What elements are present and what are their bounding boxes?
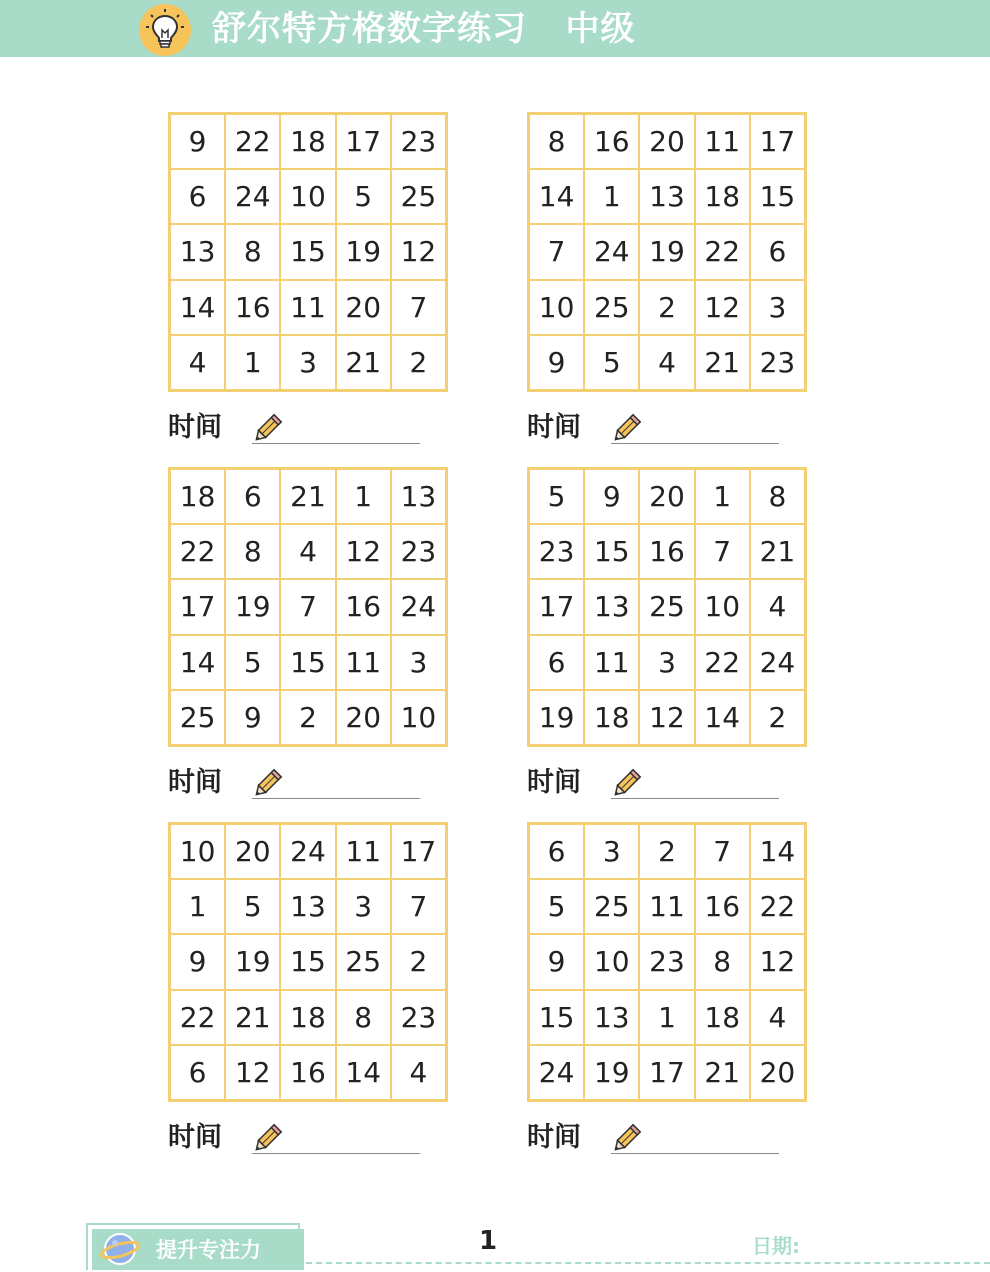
- grid-cell: 12: [639, 690, 694, 745]
- grid-cell: 20: [750, 1045, 805, 1100]
- grid-cell: 17: [336, 114, 391, 169]
- grid-cell: 18: [280, 114, 335, 169]
- grid-cell: 20: [639, 469, 694, 524]
- grid-cell: 23: [391, 990, 446, 1045]
- time-label: 时间: [168, 1122, 222, 1153]
- grid-cell: 7: [391, 280, 446, 335]
- grid-cell: 19: [225, 579, 280, 634]
- grid-cell: 9: [584, 469, 639, 524]
- grid-cell: 14: [695, 690, 750, 745]
- grid-cell: 12: [336, 524, 391, 579]
- grid-cell: 20: [336, 280, 391, 335]
- time-row: [168, 1120, 428, 1156]
- grid-cell: 11: [336, 635, 391, 690]
- grid-cell: 13: [639, 169, 694, 224]
- grid-cell: 23: [391, 524, 446, 579]
- grid-cell: 18: [584, 690, 639, 745]
- schulte-grid: [527, 112, 807, 392]
- grid-cell: 25: [170, 690, 225, 745]
- time-label: 时间: [527, 412, 581, 443]
- grid-cell: 8: [529, 114, 584, 169]
- grid-cell: 4: [639, 335, 694, 390]
- schulte-grid: [527, 822, 807, 1102]
- grid-cell: 20: [336, 690, 391, 745]
- grid-cell: 23: [391, 114, 446, 169]
- grid-cell: 18: [170, 469, 225, 524]
- grid-cell: 21: [695, 1045, 750, 1100]
- grid-cell: 10: [695, 579, 750, 634]
- grid-cell: 3: [336, 879, 391, 934]
- grid-cell: 4: [170, 335, 225, 390]
- page-number: 1: [478, 1226, 498, 1256]
- grid-cell: 22: [695, 224, 750, 279]
- grid-cell: 17: [391, 824, 446, 879]
- grid-cell: 19: [584, 1045, 639, 1100]
- pencil-icon: [609, 767, 643, 805]
- grid-cell: 24: [750, 635, 805, 690]
- grid-cell: 12: [391, 224, 446, 279]
- time-label: 时间: [168, 412, 222, 443]
- grid-cell: 2: [391, 335, 446, 390]
- grid-cell: 25: [584, 879, 639, 934]
- grid-cell: 8: [695, 934, 750, 989]
- grid-cell: 4: [750, 990, 805, 1045]
- grid-cell: 1: [170, 879, 225, 934]
- grid-cell: 24: [529, 1045, 584, 1100]
- pencil-icon: [250, 1122, 284, 1160]
- grid-cell: 6: [225, 469, 280, 524]
- grid-cell: 2: [639, 824, 694, 879]
- grid-cell: 19: [639, 224, 694, 279]
- grid-cell: 17: [170, 579, 225, 634]
- pencil-icon: [250, 412, 284, 450]
- grid-cell: 15: [280, 635, 335, 690]
- page-header: [0, 0, 990, 57]
- page-title: [212, 6, 636, 52]
- grid-cell: 14: [336, 1045, 391, 1100]
- grid-cell: 9: [225, 690, 280, 745]
- grid-cell: 22: [170, 524, 225, 579]
- grid-cell: 15: [584, 524, 639, 579]
- grid-cell: 22: [695, 635, 750, 690]
- grid-cell: 10: [529, 280, 584, 335]
- grid-cell: 11: [336, 824, 391, 879]
- grid-cell: 10: [391, 690, 446, 745]
- grid-cell: 8: [225, 224, 280, 279]
- grid-cell: 24: [225, 169, 280, 224]
- grid-cell: 14: [529, 169, 584, 224]
- grid-cell: 1: [225, 335, 280, 390]
- grid-cell: 9: [170, 114, 225, 169]
- time-input-line[interactable]: [252, 443, 420, 444]
- grid-cell: 5: [529, 469, 584, 524]
- grid-cell: 1: [639, 990, 694, 1045]
- time-input-line[interactable]: [611, 1153, 779, 1154]
- grid-cell: 25: [336, 934, 391, 989]
- grid-cell: 9: [170, 934, 225, 989]
- grid-cell: 22: [225, 114, 280, 169]
- grid-cell: 25: [639, 579, 694, 634]
- grid-cell: 13: [391, 469, 446, 524]
- grid-cell: 24: [280, 824, 335, 879]
- grid-cell: 21: [336, 335, 391, 390]
- grid-cell: 1: [584, 169, 639, 224]
- grid-cell: 5: [336, 169, 391, 224]
- grid-cell: 4: [391, 1045, 446, 1100]
- grid-cell: 3: [639, 635, 694, 690]
- grid-cell: 3: [280, 335, 335, 390]
- grid-cell: 19: [336, 224, 391, 279]
- grid-cell: 17: [639, 1045, 694, 1100]
- grid-cell: 7: [695, 524, 750, 579]
- date-label: 日期:: [752, 1234, 800, 1258]
- grid-cell: 12: [750, 934, 805, 989]
- schulte-grid: [168, 822, 448, 1102]
- grid-cell: 21: [750, 524, 805, 579]
- grid-cell: 2: [280, 690, 335, 745]
- grid-cell: 6: [529, 635, 584, 690]
- grid-cell: 22: [170, 990, 225, 1045]
- grid-cell: 14: [170, 635, 225, 690]
- grid-cell: 7: [391, 879, 446, 934]
- grid-cell: 18: [695, 169, 750, 224]
- time-label: 时间: [527, 767, 581, 798]
- lightbulb-icon: [139, 4, 191, 56]
- grid-cell: 20: [639, 114, 694, 169]
- time-row: [527, 1120, 787, 1156]
- grid-cell: 10: [280, 169, 335, 224]
- grid-cell: 9: [529, 934, 584, 989]
- grid-cell: 12: [225, 1045, 280, 1100]
- time-row: [168, 765, 428, 801]
- grid-cell: 16: [280, 1045, 335, 1100]
- grid-cell: 15: [750, 169, 805, 224]
- grid-cell: 14: [170, 280, 225, 335]
- grid-cell: 11: [639, 879, 694, 934]
- grid-cell: 23: [639, 934, 694, 989]
- grid-cell: 11: [695, 114, 750, 169]
- grid-cell: 16: [225, 280, 280, 335]
- grid-cell: 8: [225, 524, 280, 579]
- grid-cell: 2: [639, 280, 694, 335]
- grid-cell: 1: [695, 469, 750, 524]
- grid-cell: 13: [584, 990, 639, 1045]
- time-label: 时间: [527, 1122, 581, 1153]
- grid-cell: 9: [529, 335, 584, 390]
- planet-icon: [100, 1230, 140, 1272]
- time-input-line[interactable]: [252, 1153, 420, 1154]
- schulte-grid: [527, 467, 807, 747]
- level-text: 中级: [565, 9, 636, 49]
- schulte-grid: [168, 112, 448, 392]
- grid-cell: 16: [336, 579, 391, 634]
- grid-cell: 17: [529, 579, 584, 634]
- grid-cell: 12: [695, 280, 750, 335]
- grid-cell: 16: [584, 114, 639, 169]
- grid-cell: 7: [529, 224, 584, 279]
- time-input-line[interactable]: [611, 798, 779, 799]
- grid-cell: 10: [170, 824, 225, 879]
- grid-cell: 21: [280, 469, 335, 524]
- grid-cell: 3: [750, 280, 805, 335]
- grid-cell: 6: [170, 1045, 225, 1100]
- grid-cell: 5: [529, 879, 584, 934]
- grid-cell: 1: [336, 469, 391, 524]
- grid-cell: 11: [280, 280, 335, 335]
- grid-cell: 2: [750, 690, 805, 745]
- grid-cell: 4: [750, 579, 805, 634]
- grid-cell: 5: [225, 879, 280, 934]
- grid-cell: 7: [280, 579, 335, 634]
- grid-cell: 13: [584, 579, 639, 634]
- grid-cell: 3: [584, 824, 639, 879]
- time-input-line[interactable]: [252, 798, 420, 799]
- footer-label: 提升专注力: [156, 1238, 261, 1262]
- grid-cell: 2: [391, 934, 446, 989]
- grid-cell: 3: [391, 635, 446, 690]
- grid-cell: 5: [584, 335, 639, 390]
- time-label: 时间: [168, 767, 222, 798]
- grid-cell: 6: [750, 224, 805, 279]
- grid-cell: 5: [225, 635, 280, 690]
- footer-dashed-line: [306, 1262, 990, 1264]
- grid-cell: 6: [170, 169, 225, 224]
- grid-cell: 16: [639, 524, 694, 579]
- grid-cell: 18: [695, 990, 750, 1045]
- pencil-icon: [250, 767, 284, 805]
- grid-cell: 15: [280, 934, 335, 989]
- grid-cell: 25: [584, 280, 639, 335]
- grid-cell: 21: [225, 990, 280, 1045]
- grid-cell: 10: [584, 934, 639, 989]
- grid-cell: 24: [584, 224, 639, 279]
- grid-cell: 7: [695, 824, 750, 879]
- grid-cell: 13: [280, 879, 335, 934]
- time-row: [168, 410, 428, 446]
- title-text: 舒尔特方格数字练习: [212, 9, 527, 49]
- time-input-line[interactable]: [611, 443, 779, 444]
- grid-cell: 11: [584, 635, 639, 690]
- time-row: [527, 765, 787, 801]
- grid-cell: 8: [336, 990, 391, 1045]
- grid-cell: 17: [750, 114, 805, 169]
- grid-cell: 15: [280, 224, 335, 279]
- grid-cell: 22: [750, 879, 805, 934]
- time-row: [527, 410, 787, 446]
- grid-cell: 23: [750, 335, 805, 390]
- grid-cell: 16: [695, 879, 750, 934]
- pencil-icon: [609, 1122, 643, 1160]
- grid-cell: 21: [695, 335, 750, 390]
- grid-cell: 18: [280, 990, 335, 1045]
- grid-cell: 24: [391, 579, 446, 634]
- grid-cell: 4: [280, 524, 335, 579]
- schulte-grid: [168, 467, 448, 747]
- grid-cell: 6: [529, 824, 584, 879]
- grid-cell: 19: [529, 690, 584, 745]
- grid-cell: 19: [225, 934, 280, 989]
- pencil-icon: [609, 412, 643, 450]
- grid-cell: 23: [529, 524, 584, 579]
- grid-cell: 15: [529, 990, 584, 1045]
- grid-cell: 13: [170, 224, 225, 279]
- grid-cell: 20: [225, 824, 280, 879]
- grid-cell: 14: [750, 824, 805, 879]
- grid-cell: 25: [391, 169, 446, 224]
- grid-cell: 8: [750, 469, 805, 524]
